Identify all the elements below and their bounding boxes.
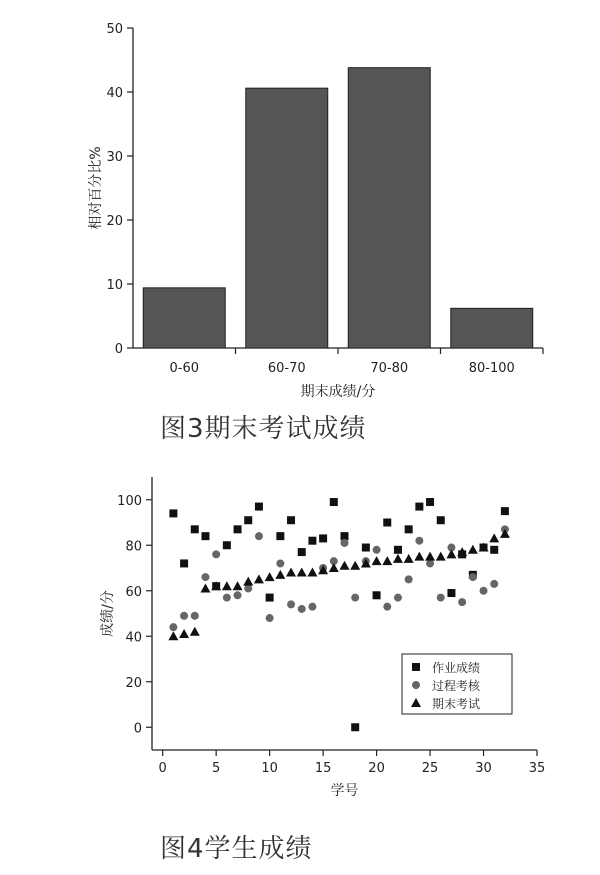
data-point [287, 516, 295, 524]
data-point [330, 498, 338, 506]
data-point [437, 516, 445, 524]
data-point [319, 534, 327, 542]
data-point [394, 546, 402, 554]
data-point [297, 568, 307, 577]
data-point [350, 561, 360, 570]
legend [402, 654, 512, 714]
data-point [169, 509, 177, 517]
data-point [436, 552, 446, 561]
data-point [405, 525, 413, 533]
y-tick-label: 0 [133, 721, 142, 737]
data-point [405, 575, 413, 583]
data-point [372, 556, 382, 565]
data-point [469, 573, 477, 581]
x-tick-label: 0-60 [169, 361, 200, 376]
data-point [415, 537, 423, 545]
data-point [415, 503, 423, 511]
y-tick-label: 40 [125, 630, 142, 646]
x-tick-label: 70-80 [370, 361, 409, 376]
x-axis-label: 学号 [330, 783, 359, 799]
bar [143, 288, 225, 348]
data-point [308, 603, 316, 611]
data-point [212, 550, 220, 558]
data-point [168, 631, 178, 640]
data-point [480, 587, 488, 595]
data-point [308, 537, 316, 545]
x-tick-label: 5 [212, 761, 221, 776]
data-point [287, 600, 295, 608]
data-point [180, 559, 188, 567]
x-tick-label: 60-70 [267, 361, 306, 376]
x-tick-label: 80-100 [468, 361, 515, 376]
data-point [340, 561, 350, 570]
data-point [425, 552, 435, 561]
y-tick-label: 30 [106, 150, 123, 165]
data-point [201, 573, 209, 581]
legend-marker [412, 681, 420, 689]
data-point [298, 605, 306, 613]
data-point [351, 594, 359, 602]
data-point [200, 583, 210, 592]
y-tick-label: 20 [125, 675, 142, 691]
y-tick-label: 10 [106, 278, 123, 293]
data-point [286, 568, 296, 577]
bar [348, 68, 430, 348]
y-axis-label: 成绩/分 [100, 590, 116, 637]
data-point [341, 532, 349, 540]
data-point [266, 614, 274, 622]
x-tick-label: 25 [421, 761, 439, 776]
x-tick-label: 20 [368, 761, 385, 776]
data-point [191, 612, 199, 620]
bar [246, 88, 328, 348]
data-point [373, 546, 381, 554]
y-tick-label: 100 [117, 493, 142, 509]
data-point [179, 629, 189, 638]
data-point [254, 574, 264, 583]
data-point [373, 591, 381, 599]
data-point [329, 563, 339, 572]
data-point [169, 623, 177, 631]
legend-label: 作业成绩 [432, 661, 481, 675]
data-point [382, 556, 392, 565]
data-point [437, 594, 445, 602]
data-point [276, 559, 284, 567]
y-tick-label: 80 [125, 539, 142, 555]
x-tick-label: 15 [314, 761, 332, 776]
data-point [426, 498, 434, 506]
x-tick-label: 0 [158, 761, 167, 776]
data-point [265, 572, 275, 581]
data-point [234, 591, 242, 599]
data-point [180, 612, 188, 620]
data-point [275, 570, 285, 579]
data-point [468, 545, 478, 554]
data-point [266, 594, 274, 602]
data-point [351, 723, 359, 731]
data-point [201, 532, 209, 540]
y-tick-label: 50 [106, 22, 123, 37]
data-point [223, 541, 231, 549]
y-axis-label: 相对百分比% [88, 146, 104, 230]
data-point [490, 580, 498, 588]
legend-label: 过程考核 [432, 679, 481, 693]
data-point [501, 507, 509, 515]
data-point [394, 594, 402, 602]
x-tick-label: 30 [475, 761, 492, 776]
x-tick-label: 35 [528, 761, 546, 776]
data-point [490, 546, 498, 554]
data-point [191, 525, 199, 533]
y-tick-label: 60 [125, 584, 142, 600]
data-point [223, 594, 231, 602]
data-point [255, 503, 263, 511]
data-point [190, 627, 200, 636]
data-point [276, 532, 284, 540]
data-point [447, 589, 455, 597]
data-point [383, 519, 391, 527]
legend-marker [412, 663, 420, 671]
data-point [393, 554, 403, 563]
data-point [233, 581, 243, 590]
data-point [243, 577, 253, 586]
data-point [426, 559, 434, 567]
data-point [244, 584, 252, 592]
data-point [234, 525, 242, 533]
data-point [458, 598, 466, 606]
y-tick-label: 20 [106, 214, 123, 229]
data-point [383, 603, 391, 611]
figure3-caption: 图3期末考试成绩 [160, 414, 367, 444]
bar-chart-final-exam [0, 0, 600, 400]
bar [451, 308, 533, 348]
legend-label: 期末考试 [432, 697, 481, 711]
scatter-chart-student-scores [0, 455, 600, 825]
data-point [222, 581, 232, 590]
data-point [489, 533, 499, 542]
x-axis-label: 期末成绩/分 [300, 384, 376, 400]
data-point [362, 544, 370, 552]
data-point [414, 552, 424, 561]
data-point [341, 539, 349, 547]
data-point [244, 516, 252, 524]
data-point [298, 548, 306, 556]
data-point [404, 554, 414, 563]
series-circle [169, 525, 509, 631]
data-point [446, 549, 456, 558]
data-point [307, 568, 317, 577]
data-point [255, 532, 263, 540]
x-tick-label: 10 [261, 761, 278, 776]
y-tick-label: 40 [106, 86, 123, 101]
y-tick-label: 0 [114, 342, 123, 357]
figure4-caption: 图4学生成绩 [160, 834, 313, 864]
